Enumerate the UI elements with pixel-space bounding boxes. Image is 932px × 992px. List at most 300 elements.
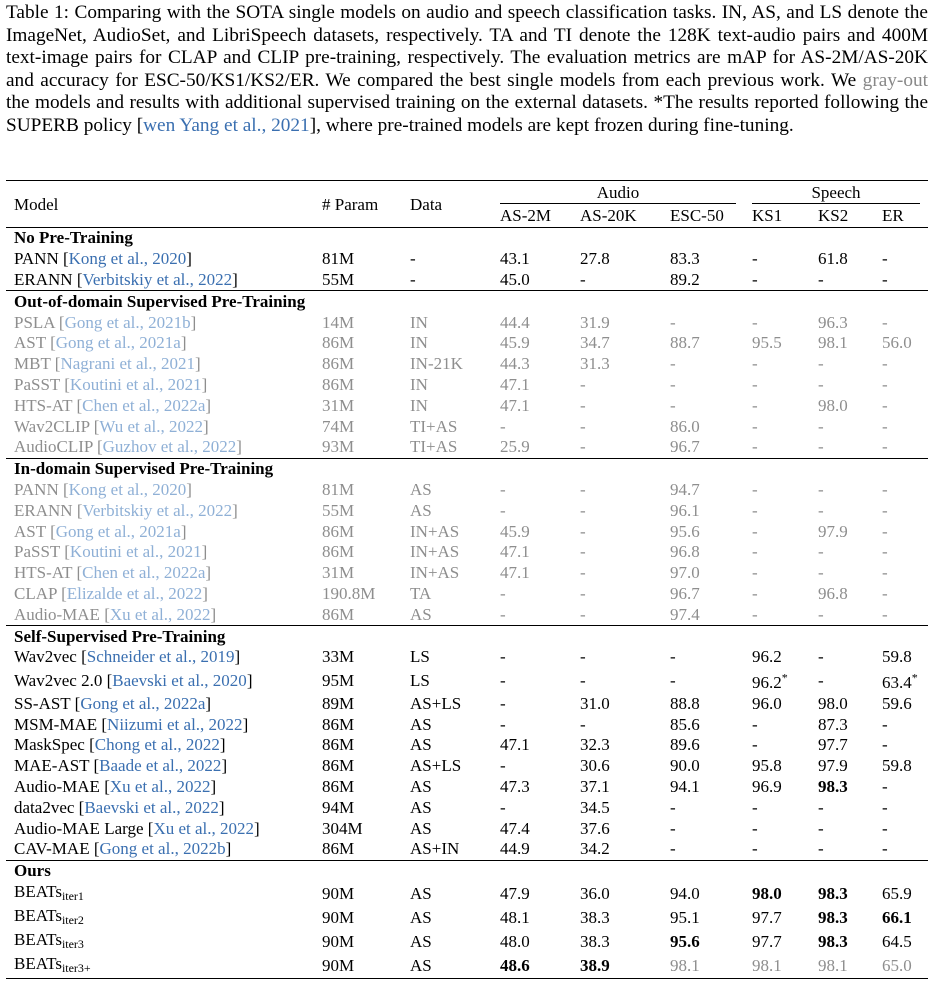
metric-cell <box>662 954 744 979</box>
citation-link[interactable]: Chen et al., 2022a <box>82 563 206 583</box>
metric-cell <box>874 416 928 437</box>
score: - <box>818 479 824 499</box>
score: - <box>752 395 758 415</box>
metric-cell <box>492 312 572 333</box>
score: - <box>818 604 824 624</box>
metric-cell <box>810 668 874 694</box>
metric-cell <box>662 735 744 756</box>
table-row <box>6 542 928 563</box>
table-row <box>6 818 928 839</box>
citation-link[interactable]: Elizalde et al., 2022 <box>66 583 203 603</box>
metric-cell <box>874 249 928 270</box>
param-cell: 55M <box>322 500 355 520</box>
param-cell: 86M <box>322 542 355 562</box>
param-cell: 95M <box>322 670 355 690</box>
citation-link[interactable]: Baade et al., 2022 <box>99 756 222 776</box>
caption-text-1: Table 1: Comparing with the SOTA single models on audio and speech classification tasks. IN, AS, and LS denote the ImageNet, AudioSet, and LibriSpeech datasets, respectively. TA and TI denote the 128K text-audio pairs and 400M text-image pairs for CLAP and CLIP pre-training, respectively. The evaluation metrics are mAP for AS-2M/AS-20K and accuracy for ESC-50/KS1/KS2/ER. We compared the best single models from each previous work. We <box>6 2 928 91</box>
metric-cell <box>810 777 874 798</box>
score: - <box>882 416 888 436</box>
model-name-cell <box>6 954 314 979</box>
param-cell: 93M <box>322 437 355 457</box>
metric-cell <box>572 521 662 542</box>
score: 88.8 <box>670 693 700 713</box>
param-cell: 14M <box>322 312 355 332</box>
table-row <box>6 480 928 501</box>
model-name: HTS-AT <box>14 563 77 583</box>
metric-cell <box>492 668 572 694</box>
model-name-cell: MAE-AST [Baade et al., 2022] <box>14 756 228 776</box>
citation-link[interactable]: Xu et al., 2022 <box>153 818 255 838</box>
model-name: data2vec <box>14 797 79 817</box>
header-esc50: ESC-50 <box>670 206 724 225</box>
data-cell: IN <box>410 395 428 415</box>
metric-cell <box>572 333 662 354</box>
citation-link[interactable]: Koutini et al., 2021 <box>69 542 202 562</box>
metric-cell <box>572 563 662 584</box>
score: - <box>752 839 758 859</box>
score: 96.8 <box>670 542 700 562</box>
model-name: BEATs <box>14 905 62 925</box>
score: - <box>752 797 758 817</box>
score: 34.7 <box>580 333 610 353</box>
metric-cell <box>662 584 744 605</box>
best-score: 48.6 <box>500 955 530 975</box>
table-row <box>6 312 928 333</box>
score: - <box>580 563 586 583</box>
data-cell: TI+AS <box>410 416 458 436</box>
data-cell: IN-21K <box>410 354 463 374</box>
metric-cell <box>874 777 928 798</box>
score: - <box>752 521 758 541</box>
metric-cell <box>744 777 810 798</box>
score: 98.1 <box>818 333 848 353</box>
param-cell: 74M <box>322 416 355 436</box>
section-title: In-domain Supervised Pre-Training <box>6 458 928 479</box>
score: 61.8 <box>818 249 848 269</box>
score: 47.1 <box>500 374 530 394</box>
metric-cell <box>744 882 810 906</box>
score: 37.1 <box>580 776 610 796</box>
model-name: MBT <box>14 354 55 374</box>
score: 96.8 <box>818 583 848 603</box>
score: - <box>752 354 758 374</box>
model-name-cell: MSM-MAE [Niizumi et al., 2022] <box>14 714 249 734</box>
model-name-cell: data2vec [Baevski et al., 2022] <box>14 797 225 817</box>
param-cell: 86M <box>322 756 355 776</box>
data-cell: - <box>410 269 416 289</box>
table-row <box>6 693 928 714</box>
score: 95.6 <box>670 521 700 541</box>
metric-cell <box>810 882 874 906</box>
metric-cell <box>874 312 928 333</box>
score: 34.2 <box>580 839 610 859</box>
model-name-cell: PSLA [Gong et al., 2021b] <box>14 312 197 332</box>
metric-cell <box>662 797 744 818</box>
score: - <box>882 312 888 332</box>
score: - <box>882 437 888 457</box>
data-cell: IN+AS <box>410 542 460 562</box>
score: - <box>818 500 824 520</box>
citation-link[interactable]: Xu et al., 2022 <box>109 776 211 796</box>
best-score: 98.3 <box>818 776 848 796</box>
param-cell: 86M <box>322 839 355 859</box>
score: 47.1 <box>500 563 530 583</box>
metric-cell <box>492 906 572 930</box>
metric-cell <box>810 437 874 458</box>
metric-cell <box>874 668 928 694</box>
score: 95.1 <box>670 907 700 927</box>
param-cell: 304M <box>322 818 363 838</box>
data-cell: AS <box>410 818 432 838</box>
metric-cell <box>744 604 810 625</box>
metric-cell <box>874 333 928 354</box>
score: 37.6 <box>580 818 610 838</box>
score: 96.9 <box>752 776 782 796</box>
score: 31.9 <box>580 312 610 332</box>
score: - <box>752 479 758 499</box>
param-cell: 86M <box>322 374 355 394</box>
param-cell: 94M <box>322 797 355 817</box>
section-header <box>6 626 928 647</box>
model-name-cell: AST [Gong et al., 2021a] <box>14 521 187 541</box>
table-row <box>6 375 928 396</box>
data-cell: IN <box>410 374 428 394</box>
metric-cell <box>744 354 810 375</box>
score: - <box>818 437 824 457</box>
score: 97.0 <box>670 563 700 583</box>
score: 87.3 <box>818 714 848 734</box>
metric-cell <box>744 930 810 954</box>
metric-cell <box>492 756 572 777</box>
metric-cell <box>662 333 744 354</box>
metric-cell <box>874 756 928 777</box>
citation-link[interactable]: Verbitskiy et al., 2022 <box>82 500 233 520</box>
metric-cell <box>874 735 928 756</box>
score: 96.2* <box>752 670 788 693</box>
metric-cell <box>744 756 810 777</box>
best-score: 98.3 <box>818 907 848 927</box>
model-subscript: iter2 <box>61 912 84 927</box>
score: 44.4 <box>500 312 530 332</box>
citation-link[interactable]: Chen et al., 2022a <box>82 395 206 415</box>
data-cell: IN+AS <box>410 563 460 583</box>
data-cell: AS <box>410 500 432 520</box>
model-name: PANN <box>14 479 63 499</box>
section-title: Out-of-domain Supervised Pre-Training <box>6 291 928 312</box>
citation-link[interactable]: Chong et al., 2022 <box>94 735 220 755</box>
metric-cell <box>662 756 744 777</box>
data-cell: AS <box>410 797 432 817</box>
score: - <box>882 354 888 374</box>
metric-cell <box>810 906 874 930</box>
score: - <box>882 604 888 624</box>
section-header <box>6 860 928 881</box>
score: 45.0 <box>500 269 530 289</box>
metric-cell <box>744 714 810 735</box>
metric-cell <box>810 604 874 625</box>
metric-cell <box>874 647 928 668</box>
metric-cell <box>744 668 810 694</box>
caption-grayout-word: gray-out <box>862 69 928 91</box>
model-name: Audio-MAE Large <box>14 818 148 838</box>
param-cell: 31M <box>322 563 355 583</box>
metric-cell <box>662 521 744 542</box>
citation-link[interactable]: Gong et al., 2021a <box>55 521 181 541</box>
score: - <box>752 416 758 436</box>
param-cell: 86M <box>322 333 355 353</box>
score: 98.0 <box>818 693 848 713</box>
table-row <box>6 777 928 798</box>
model-name-cell: PaSST [Koutini et al., 2021] <box>14 374 208 394</box>
metric-cell <box>744 735 810 756</box>
citation-link[interactable]: Koutini et al., 2021 <box>69 374 202 394</box>
score: - <box>882 269 888 289</box>
citation-link[interactable]: Schneider et al., 2019 <box>86 647 235 667</box>
table-row <box>6 437 928 458</box>
score: - <box>882 479 888 499</box>
citation-link[interactable]: Gong et al., 2021a <box>55 333 181 353</box>
header-er: ER <box>882 206 904 225</box>
param-cell: 81M <box>322 249 355 269</box>
score: - <box>500 693 506 713</box>
citation-link[interactable]: Xu et al., 2022 <box>109 604 211 624</box>
score: 97.7 <box>752 907 782 927</box>
citation-link[interactable]: Gong et al., 2022b <box>99 839 226 859</box>
metric-cell <box>810 354 874 375</box>
score: - <box>882 563 888 583</box>
score: 25.9 <box>500 437 530 457</box>
metric-cell <box>744 395 810 416</box>
score: - <box>818 818 824 838</box>
score: - <box>580 500 586 520</box>
metric-cell <box>874 584 928 605</box>
score: 83.3 <box>670 249 700 269</box>
metric-cell <box>662 500 744 521</box>
metric-cell <box>874 954 928 979</box>
score: - <box>580 437 586 457</box>
score: - <box>500 714 506 734</box>
score: - <box>580 416 586 436</box>
metric-cell <box>810 375 874 396</box>
citation-link[interactable]: Wu et al., 2022 <box>99 416 204 436</box>
table-row <box>6 249 928 270</box>
metric-cell <box>810 584 874 605</box>
score: - <box>752 604 758 624</box>
score: 97.7 <box>752 931 782 951</box>
metric-cell <box>874 354 928 375</box>
score: - <box>818 797 824 817</box>
score: - <box>500 500 506 520</box>
score: - <box>882 735 888 755</box>
model-subscript: iter1 <box>61 888 84 903</box>
param-cell: 90M <box>322 907 355 927</box>
metric-cell <box>662 714 744 735</box>
metric-cell <box>810 954 874 979</box>
model-name: PSLA <box>14 312 59 332</box>
score: 97.9 <box>818 756 848 776</box>
metric-cell <box>572 395 662 416</box>
section-header <box>6 228 928 249</box>
score: 47.1 <box>500 735 530 755</box>
metric-cell <box>572 797 662 818</box>
metric-cell <box>874 818 928 839</box>
metric-cell <box>492 416 572 437</box>
score: - <box>670 818 676 838</box>
model-name: BEATs <box>14 929 62 949</box>
score: - <box>752 583 758 603</box>
metric-cell <box>810 500 874 521</box>
score: 44.3 <box>500 354 530 374</box>
score: - <box>670 354 676 374</box>
best-score: 66.1 <box>882 907 912 927</box>
model-name-cell: PaSST [Koutini et al., 2021] <box>14 542 208 562</box>
table-row <box>6 270 928 291</box>
metric-cell <box>572 954 662 979</box>
metric-cell <box>572 604 662 625</box>
section-title: Self-Supervised Pre-Training <box>6 626 928 647</box>
data-cell: AS <box>410 479 432 499</box>
metric-cell <box>662 647 744 668</box>
metric-cell <box>662 480 744 501</box>
table-row <box>6 756 928 777</box>
score: - <box>580 647 586 667</box>
param-cell: 90M <box>322 931 355 951</box>
score: 96.1 <box>670 500 700 520</box>
metric-cell <box>572 542 662 563</box>
metric-cell <box>662 906 744 930</box>
metric-cell <box>572 354 662 375</box>
metric-cell <box>492 714 572 735</box>
model-name-cell: MBT [Nagrani et al., 2021] <box>14 354 201 374</box>
model-name-cell: AST [Gong et al., 2021a] <box>14 333 187 353</box>
table-row <box>6 797 928 818</box>
metric-cell <box>810 735 874 756</box>
metric-cell <box>572 647 662 668</box>
data-cell: IN+AS <box>410 521 460 541</box>
param-cell: 86M <box>322 776 355 796</box>
best-score: 98.0 <box>752 883 782 903</box>
metric-cell <box>492 395 572 416</box>
table-row <box>6 395 928 416</box>
citation-link[interactable]: Gong et al., 2021b <box>64 312 191 332</box>
citation-link[interactable]: Verbitskiy et al., 2022 <box>82 269 233 289</box>
model-name: AudioCLIP <box>14 437 97 457</box>
score: - <box>670 839 676 859</box>
citation-link[interactable]: Baevski et al., 2022 <box>84 797 219 817</box>
metric-cell <box>744 542 810 563</box>
score: 47.9 <box>500 883 530 903</box>
metric-cell <box>492 735 572 756</box>
param-cell: 55M <box>322 269 355 289</box>
score: - <box>882 249 888 269</box>
metric-cell <box>662 437 744 458</box>
metric-cell <box>492 270 572 291</box>
data-cell: AS <box>410 907 432 927</box>
header-ks2: KS2 <box>818 206 849 225</box>
score: - <box>882 839 888 859</box>
score: - <box>580 395 586 415</box>
metric-cell <box>744 375 810 396</box>
table-row <box>6 954 928 979</box>
metric-cell <box>874 797 928 818</box>
score: - <box>670 312 676 332</box>
score: - <box>670 647 676 667</box>
metric-cell <box>874 500 928 521</box>
score: 98.0 <box>818 395 848 415</box>
score: 31.0 <box>580 693 610 713</box>
score: - <box>882 521 888 541</box>
metric-cell <box>572 312 662 333</box>
score: 96.3 <box>818 312 848 332</box>
model-name: PaSST <box>14 542 65 562</box>
score: - <box>580 714 586 734</box>
score: 85.6 <box>670 714 700 734</box>
metric-cell <box>492 839 572 860</box>
citation-link[interactable]: Baevski et al., 2020 <box>112 670 247 690</box>
metric-cell <box>874 839 928 860</box>
metric-cell <box>744 647 810 668</box>
score: - <box>882 374 888 394</box>
metric-cell <box>662 882 744 906</box>
metric-cell <box>744 416 810 437</box>
metric-cell <box>572 416 662 437</box>
model-name: BEATs <box>14 881 62 901</box>
metric-cell <box>874 563 928 584</box>
table-row <box>6 333 928 354</box>
metric-cell <box>662 270 744 291</box>
citation-link[interactable]: Nagrani et al., 2021 <box>60 354 196 374</box>
score: - <box>580 583 586 603</box>
data-cell: TA <box>410 583 432 603</box>
citation-link[interactable]: Gong et al., 2022a <box>80 693 206 713</box>
model-name-cell: PANN [Kong et al., 2020] <box>14 479 192 499</box>
caption-citation-link[interactable]: wen Yang et al., 2021 <box>143 114 310 136</box>
citation-link[interactable]: Niizumi et al., 2022 <box>107 714 243 734</box>
score: - <box>670 374 676 394</box>
metric-cell <box>662 563 744 584</box>
score: - <box>818 374 824 394</box>
metric-cell <box>744 521 810 542</box>
metric-cell <box>572 930 662 954</box>
score: - <box>882 500 888 520</box>
model-name: MSM-MAE <box>14 714 102 734</box>
table-row <box>6 714 928 735</box>
citation-link[interactable]: Kong et al., 2020 <box>68 479 187 499</box>
citation-link[interactable]: Guzhov et al., 2022 <box>102 437 237 457</box>
model-name-cell: PANN [Kong et al., 2020] <box>14 249 192 269</box>
metric-cell <box>874 542 928 563</box>
metric-cell <box>662 354 744 375</box>
score: 94.0 <box>670 883 700 903</box>
data-cell: - <box>410 249 416 269</box>
header-audio-group: Audio <box>492 181 744 206</box>
score: 47.4 <box>500 818 530 838</box>
metric-cell <box>810 756 874 777</box>
metric-cell <box>744 563 810 584</box>
score: 89.6 <box>670 735 700 755</box>
score: 95.8 <box>752 756 782 776</box>
best-score: 38.9 <box>580 955 610 975</box>
model-name: AST <box>14 521 51 541</box>
score: - <box>580 374 586 394</box>
citation-link[interactable]: Kong et al., 2020 <box>68 249 187 269</box>
score: 59.8 <box>882 756 912 776</box>
metric-cell <box>492 333 572 354</box>
metric-cell <box>492 375 572 396</box>
metric-cell <box>572 584 662 605</box>
model-name: Wav2vec 2.0 <box>14 670 107 690</box>
best-score: 98.3 <box>818 883 848 903</box>
